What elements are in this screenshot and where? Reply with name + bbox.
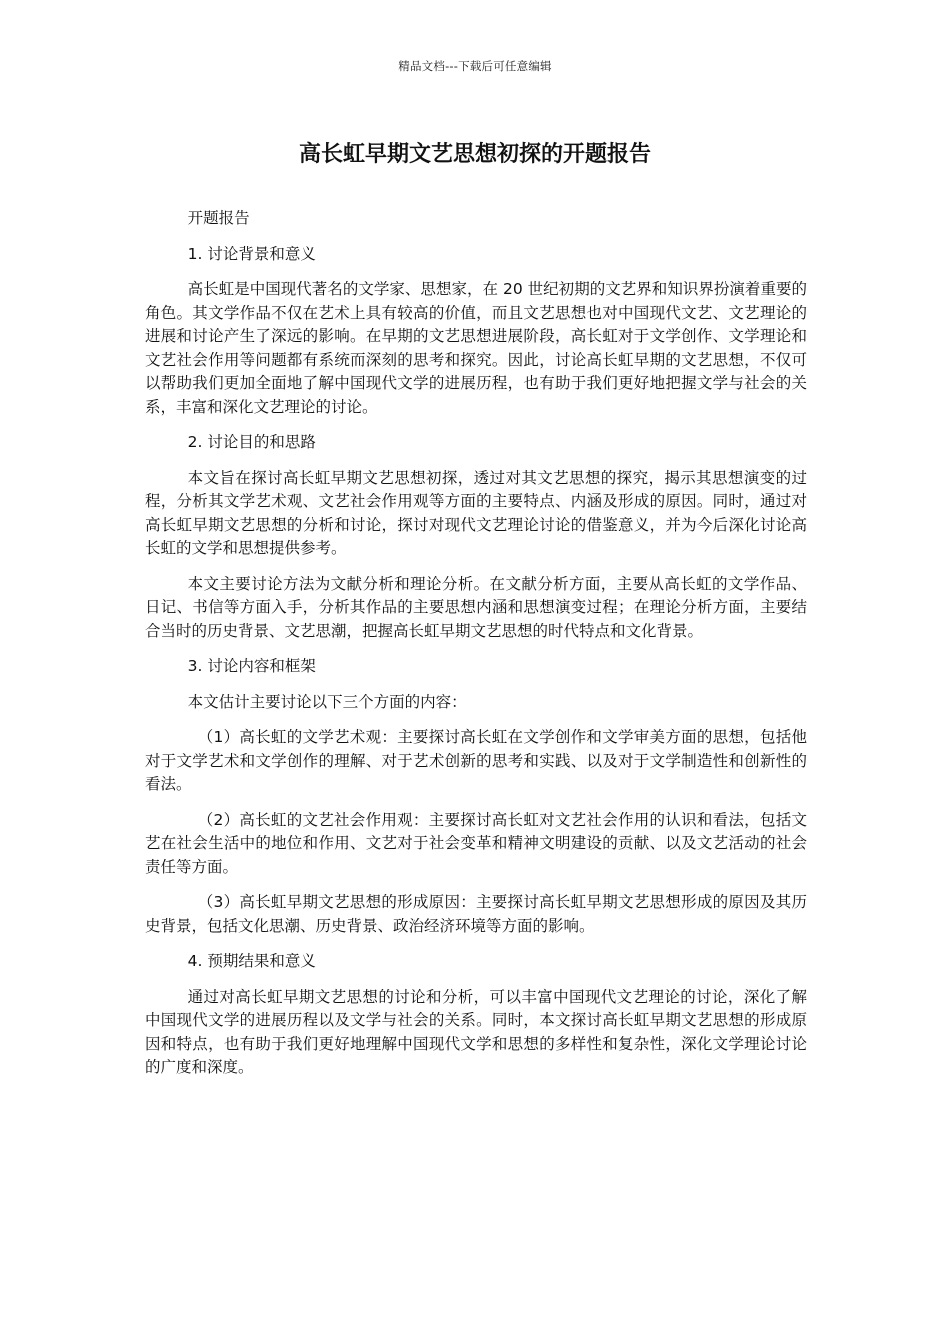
- body-paragraph: 本文估计主要讨论以下三个方面的内容：: [187, 692, 467, 711]
- section-heading: 4. 预期结果和意义: [187, 952, 316, 970]
- section-heading: 1. 讨论背景和意义: [187, 244, 316, 263]
- body-paragraph: 本文旨在探讨高长虹早期文艺思想初探，透过对其文艺思想的探究，揭示其思想演变的过程，分析其文学艺术观、文艺社会作用观等方面的主要特点、内涵及形成的原因。同时，通过对高长虹早期文艺思想的分析和讨论，探讨对现代文艺理论讨论的借鉴意义，并为今后深化讨论高长虹的文学和思想提供参考。: [145, 468, 807, 557]
- header-note: 精品文档---下载后可任意编辑: [398, 59, 552, 73]
- document-title: 高长虹早期文艺思想初探的开题报告: [298, 142, 651, 167]
- list-item: （2）高长虹的文艺社会作用观：主要探讨高长虹对文艺社会作用的认识和看法，包括文艺在社会生活中的地位和作用、文艺对于社会变革和精神文明建设的贡献、以及文艺活动的社会责任等方面。: [145, 810, 807, 876]
- list-item: （3）高长虹早期文艺思想的形成原因：主要探讨高长虹早期文艺思想形成的原因及其历史背景，包括文化思潮、历史背景、政治经济环境等方面的影响。: [145, 893, 807, 935]
- body-paragraph: 高长虹是中国现代著名的文学家、思想家，在 20 世纪初期的文艺界和知识界扮演着重要的角色。其文学作品不仅在艺术上具有较高的价值，而且文艺思想也对中国现代文艺、文艺理论的进展和讨论产生了深远的影响。在早期的文艺思想进展阶段，高长虹对于文学创作、文学理论和文艺社会作用等问题都有系统而深刻的思考和探究。因此，讨论高长虹早期的文艺思想，不仅可以帮助我们更加全面地了解中国现代文学的进展历程，也有助于我们更好地把握文学与社会的关系，丰富和深化文艺理论的讨论。: [145, 280, 807, 416]
- body-paragraph: 本文主要讨论方法为文献分析和理论分析。在文献分析方面，主要从高长虹的文学作品、日记、书信等方面入手，分析其作品的主要思想内涵和思想演变过程；在理论分析方面，主要结合当时的历史背景、文艺思潮，把握高长虹早期文艺思想的时代特点和文化背景。: [145, 574, 807, 640]
- list-item: （1）高长虹的文学艺术观：主要探讨高长虹在文学创作和文学审美方面的思想，包括他对于文学艺术和文学创作的理解、对于艺术创新的思考和实践、以及对于文学制造性和创新性的看法。: [145, 728, 807, 793]
- document-body: [145, 207, 807, 1092]
- section-heading: 3. 讨论内容和框架: [187, 657, 316, 675]
- section-heading: 2. 讨论目的和思路: [187, 433, 316, 451]
- body-paragraph: 通过对高长虹早期文艺思想的讨论和分析，可以丰富中国现代文艺理论的讨论，深化了解中国现代文学的进展历程以及文学与社会的关系。同时，本文探讨高长虹早期文艺思想的形成原因和特点，也有助于我们更好地理解中国现代文学和思想的多样性和复杂性，深化文学理论讨论的广度和深度。: [145, 987, 807, 1076]
- section-label: 开题报告: [187, 209, 250, 227]
